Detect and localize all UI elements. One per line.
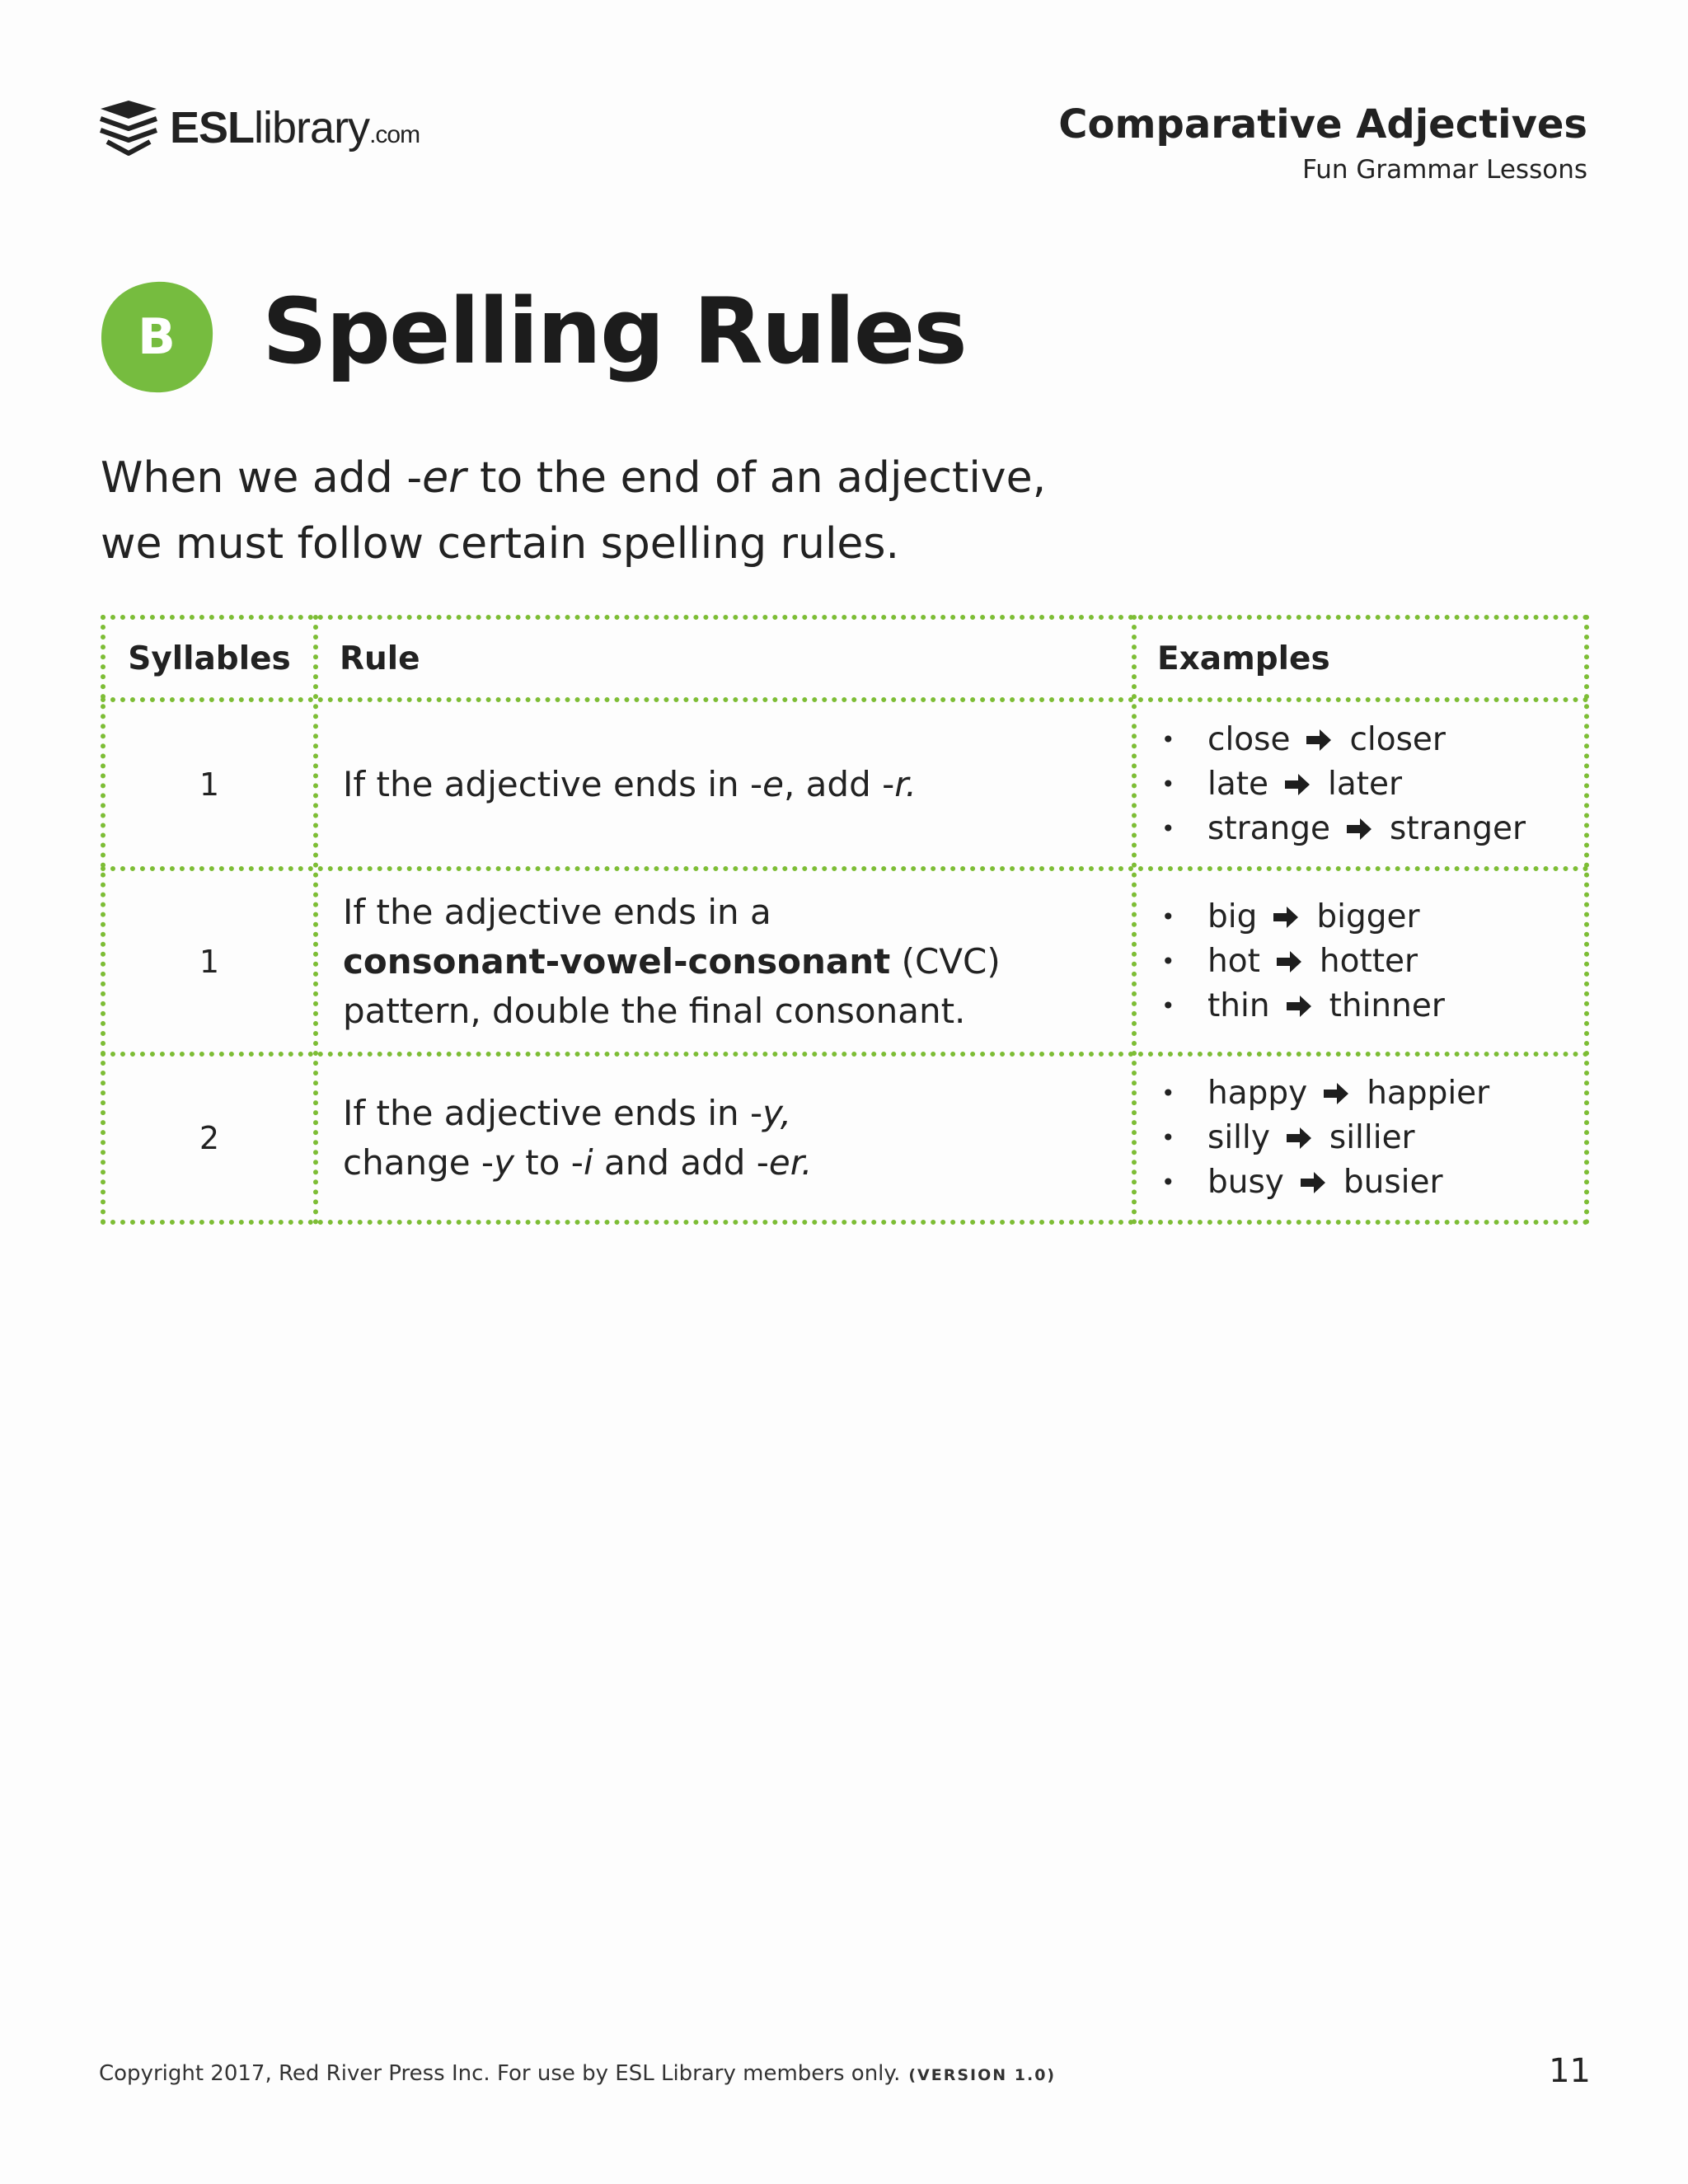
right-arrow-icon (1285, 993, 1313, 1019)
section-letter: B (138, 308, 176, 366)
right-arrow-icon (1305, 727, 1333, 753)
intro-line-1: When we add -er to the end of an adjective, (101, 453, 1047, 503)
right-arrow-icon (1272, 904, 1300, 930)
list-item: • hot hotter (1161, 942, 1418, 980)
row-1-rule: If the adjective ends in -e, add -r. (343, 763, 917, 804)
row-1-syllables: 1 (199, 766, 220, 803)
intro-line-2: we must follow certain spelling rules. (101, 519, 900, 569)
logo-wordmark: ESLlibrary.com (170, 103, 420, 152)
right-arrow-icon (1283, 771, 1311, 798)
row-2-syllables: 1 (199, 943, 220, 980)
right-arrow-icon (1345, 816, 1373, 842)
lesson-subtitle: Fun Grammar Lessons (1302, 155, 1587, 185)
page-number: 11 (1549, 2052, 1591, 2090)
row-3-syllables: 2 (199, 1120, 220, 1156)
spelling-rules-table (101, 615, 1589, 1225)
list-item: • happy happier (1161, 1075, 1490, 1112)
row-1-examples (1137, 702, 1584, 866)
table-border-bottom (101, 1220, 1589, 1225)
version-label: (VERSION 1.0) (908, 2066, 1057, 2084)
header-syllables: Syllables (128, 640, 291, 677)
list-item: • late later (1161, 765, 1403, 803)
list-item: • big bigger (1161, 898, 1420, 935)
list-item: • thin thinner (1161, 987, 1445, 1024)
list-item: • close closer (1161, 720, 1446, 758)
list-item: • silly sillier (1161, 1119, 1415, 1156)
right-arrow-icon (1275, 949, 1303, 975)
row-2-rule: If the adjective ends in a consonant-vowel-consonant (CVC) pattern, double the final consonant. (343, 891, 1001, 1031)
esl-library-logo (97, 97, 420, 158)
table-border-right (1584, 615, 1589, 1225)
lesson-title: Comparative Adjectives (1058, 101, 1587, 148)
section-title: Spelling Rules (262, 279, 966, 384)
right-arrow-icon (1322, 1080, 1350, 1107)
row-3-examples (1137, 1057, 1584, 1220)
right-arrow-icon (1285, 1125, 1313, 1151)
row-3-rule: If the adjective ends in -y, change -y to -i and add -er. (343, 1093, 813, 1183)
stacked-books-icon (97, 97, 160, 158)
row-2-examples (1137, 871, 1584, 1052)
copyright-notice: Copyright 2017, Red River Press Inc. For use by ESL Library members only. (VERSION 1.0) (99, 2061, 1057, 2086)
list-item: • busy busier (1161, 1164, 1443, 1201)
header-rule: Rule (340, 640, 420, 677)
header-examples: Examples (1157, 640, 1330, 677)
intro-text (101, 445, 1046, 577)
list-item: • strange stranger (1161, 809, 1526, 847)
right-arrow-icon (1299, 1169, 1327, 1196)
section-badge (97, 279, 216, 396)
